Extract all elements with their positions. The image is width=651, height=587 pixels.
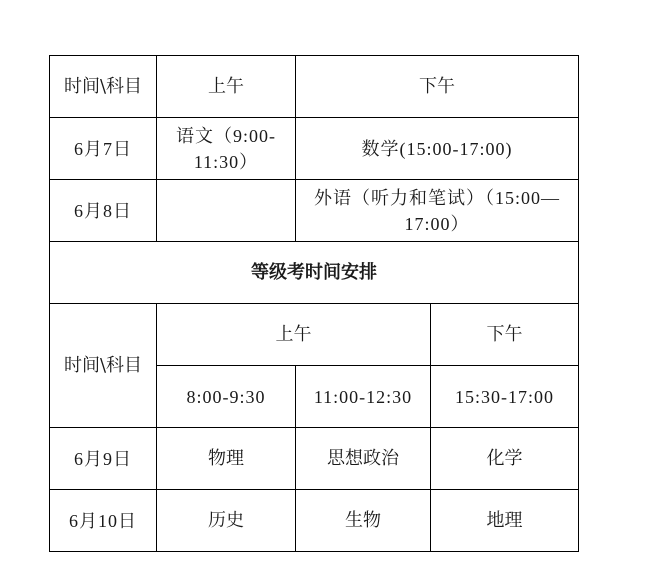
table2-afternoon-header: 下午 bbox=[431, 304, 579, 366]
table-row bbox=[50, 180, 579, 242]
subject-cell: 思想政治 bbox=[296, 428, 431, 490]
date-cell: 6月7日 bbox=[50, 118, 157, 180]
table-row bbox=[50, 428, 579, 490]
table1-morning-header: 上午 bbox=[157, 56, 296, 118]
table2-corner-cell: 时间\科目 bbox=[50, 304, 157, 428]
date-cell: 6月8日 bbox=[50, 180, 157, 242]
section-title: 等级考时间安排 bbox=[50, 242, 579, 304]
morning-exam-cell bbox=[157, 180, 296, 242]
afternoon-exam-cell: 数学(15:00-17:00) bbox=[296, 118, 579, 180]
exam-schedule bbox=[49, 55, 579, 552]
afternoon-exam-cell: 外语（听力和笔试）（15:00—17:00） bbox=[296, 180, 579, 242]
date-cell: 6月9日 bbox=[50, 428, 157, 490]
table1-header-row bbox=[50, 56, 579, 118]
schedule-table bbox=[49, 55, 579, 552]
table2-morning-header: 上午 bbox=[157, 304, 431, 366]
morning-exam-cell: 语文（9:00-11:30） bbox=[157, 118, 296, 180]
table-row bbox=[50, 490, 579, 552]
subject-cell: 地理 bbox=[431, 490, 579, 552]
section-title-row bbox=[50, 242, 579, 304]
time-slot-cell: 15:30-17:00 bbox=[431, 366, 579, 428]
time-slot-cell: 8:00-9:30 bbox=[157, 366, 296, 428]
date-cell: 6月10日 bbox=[50, 490, 157, 552]
table1-afternoon-header: 下午 bbox=[296, 56, 579, 118]
table-row bbox=[50, 118, 579, 180]
subject-cell: 生物 bbox=[296, 490, 431, 552]
subject-cell: 化学 bbox=[431, 428, 579, 490]
subject-cell: 物理 bbox=[157, 428, 296, 490]
table1-corner-cell: 时间\科目 bbox=[50, 56, 157, 118]
subject-cell: 历史 bbox=[157, 490, 296, 552]
table2-header-row bbox=[50, 304, 579, 366]
time-slot-cell: 11:00-12:30 bbox=[296, 366, 431, 428]
